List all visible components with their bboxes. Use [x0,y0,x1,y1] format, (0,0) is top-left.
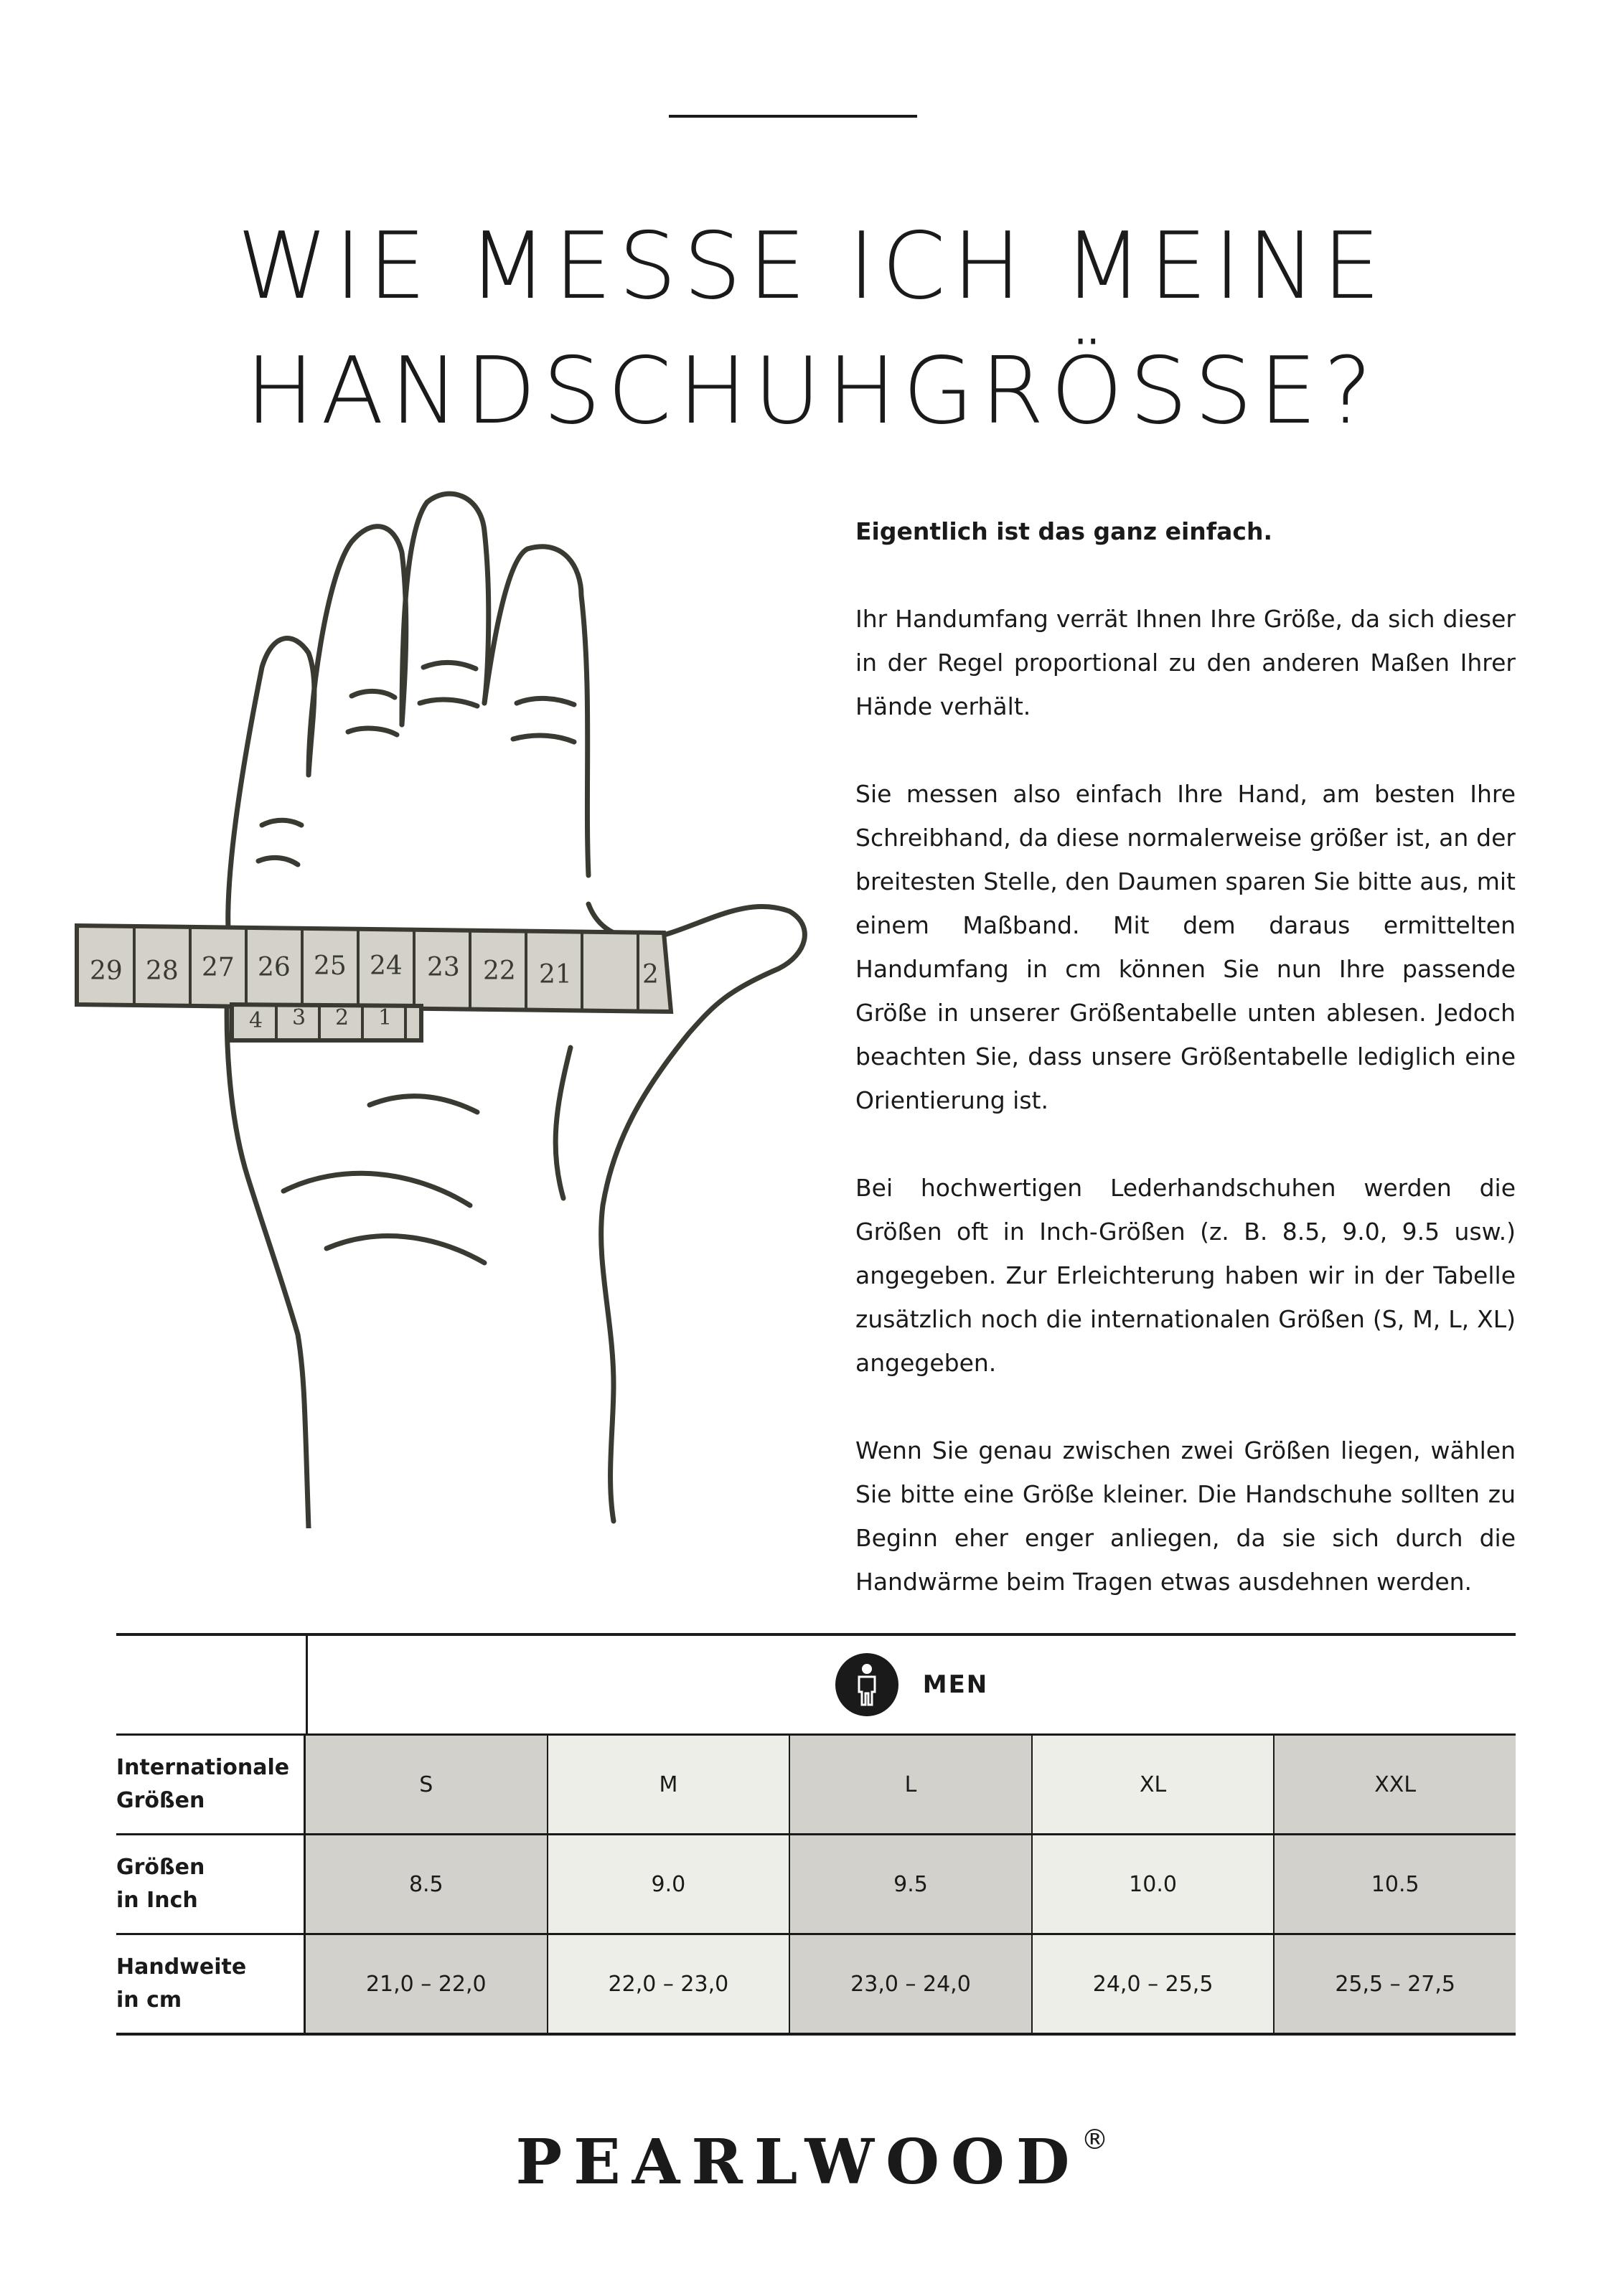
table-cell: S [306,1736,548,1833]
paragraph-2: Sie messen also einfach Ihre Hand, am besten Ihre Schreibhand, da diese normalerweise größer ist, an der breitesten Stelle, den Daumen sparen Sie bitte aus, mit einem Maßband. Mit dem daraus ermittelten Handumfang in cm können Sie nun Ihre passende Größe in unserer Größentabelle unten ablesen. Jedoch beachten Sie, dass unsere Größentabelle lediglich eine Orientierung ist. [855,780,1516,1114]
row-label-inch: Größen in Inch [116,1835,306,1933]
table-cell: XXL [1275,1736,1516,1833]
table-cell: XL [1033,1736,1275,1833]
tape-number: 28 [146,956,179,986]
paragraph-1: Ihr Handumfang verrät Ihnen Ihre Größe, da sich dieser in der Regel proportional zu den anderen Maßen Ihrer Hände verhält. [855,605,1516,720]
tape-number: 1 [378,1005,393,1030]
table-cell: 21,0 – 22,0 [306,1935,548,2033]
table-cell: 10.5 [1275,1835,1516,1933]
table-cell: 22,0 – 23,0 [548,1935,791,2033]
table-cell: 24,0 – 25,5 [1033,1935,1275,2033]
size-table [116,1633,1516,2036]
header-blank-cell [116,1636,308,1733]
table-cell: 9.0 [548,1835,791,1933]
tape-number: 26 [258,953,291,982]
title-line-1: WIE MESSE ICH MEINE [237,213,1387,320]
row-label-hand-width: Handweite in cm [116,1935,306,2033]
tape-number: 3 [292,1005,306,1030]
table-cell: 10.0 [1033,1835,1275,1933]
tape-number: 22 [483,956,516,986]
measuring-tape [77,926,671,1040]
header-men [308,1636,1516,1733]
tape-number: 27 [202,953,235,982]
tape-number: 4 [249,1008,263,1033]
brand-name: PEARLWOOD [515,2126,1081,2198]
table-row [116,1833,1516,1933]
row-label-international: Internationale Größen [116,1736,306,1833]
brand-logo [0,2124,1624,2198]
table-cell: 25,5 – 27,5 [1275,1935,1516,2033]
tape-number: 2 [335,1005,349,1030]
instructions-text [855,509,1516,1647]
title-line-2: HANDSCHUHGRÖSSE? [245,338,1379,445]
registered-mark: ® [1081,2124,1109,2155]
paragraph-3: Bei hochwertigen Lederhandschuhen werden die Größen oft in Inch-Größen (z. B. 8.5, 9.0, 9.5 usw.) angegeben. Zur Erleichterung haben wir in der Tabelle zusätzlich noch die internationalen Größen (S, M, L, XL) angegeben. [855,1174,1516,1377]
tape-number: 24 [370,951,403,981]
table-row [116,1733,1516,1833]
tape-number: 25 [314,951,347,981]
tape-number: 21 [539,960,572,989]
hand-measure-illustration [68,488,843,1528]
table-cell: 9.5 [790,1835,1033,1933]
table-cell: L [790,1736,1033,1833]
table-cell: 23,0 – 24,0 [790,1935,1033,2033]
table-cell: M [548,1736,791,1833]
tape-number: 29 [90,956,123,986]
lead-paragraph: Eigentlich ist das ganz einfach. [855,517,1273,545]
person-icon [835,1653,898,1716]
table-row [116,1933,1516,2036]
tape-number: 23 [427,953,460,982]
men-label: MEN [922,1670,989,1699]
tape-number: 2 [642,960,659,989]
page-title [0,204,1624,454]
table-header [116,1636,1516,1733]
top-divider [669,115,917,118]
paragraph-4: Wenn Sie genau zwischen zwei Größen liegen, wählen Sie bitte eine Größe kleiner. Die Handschuhe sollten zu Beginn eher enger anliegen, da sie sich durch die Handwärme beim Tragen etwas ausdehnen werden. [855,1436,1516,1596]
table-cell: 8.5 [306,1835,548,1933]
